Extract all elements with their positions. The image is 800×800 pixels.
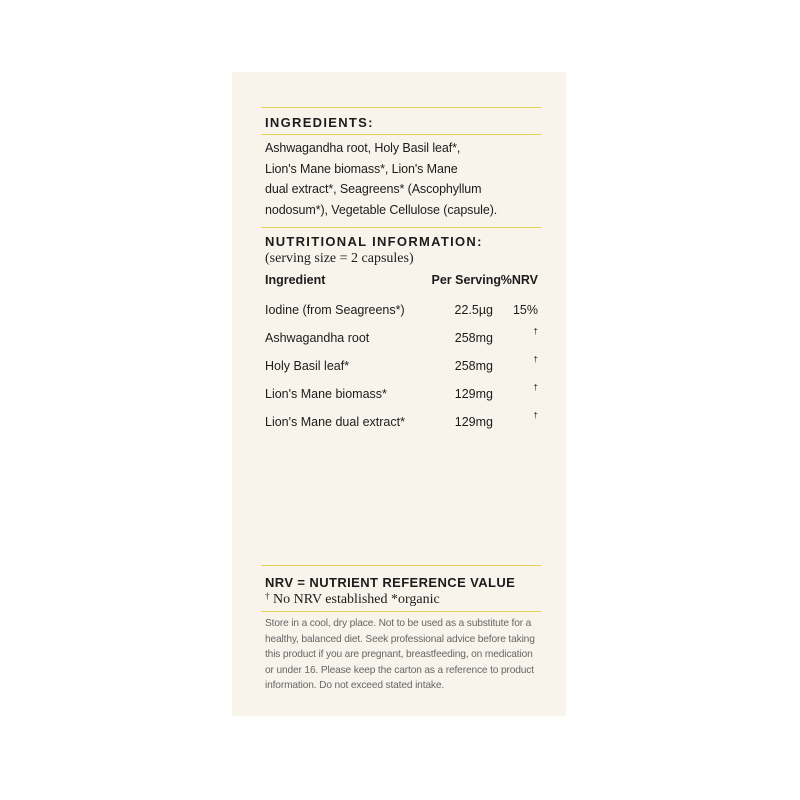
row-nrv: †	[533, 411, 538, 420]
table-row	[265, 411, 545, 443]
nrv-note	[265, 592, 545, 608]
column-header-ingredient: Ingredient	[265, 273, 326, 287]
row-ingredient: Iodine (from Seagreens*)	[265, 303, 405, 317]
nutrition-heading: NUTRITIONAL INFORMATION:	[265, 234, 483, 249]
nrv-note-text: No NRV established *organic	[273, 592, 440, 607]
dagger-symbol: †	[265, 591, 270, 601]
ingredients-line: nodosum*), Vegetable Cellulose (capsule).	[265, 202, 498, 217]
divider-nutrition	[261, 227, 541, 228]
nutrition-table	[265, 273, 545, 443]
row-ingredient: Holy Basil leaf*	[265, 359, 350, 373]
row-nrv: †	[533, 383, 538, 392]
row-nrv: †	[533, 355, 538, 364]
storage-line: Store in a cool, dry place. Not to be used as a substitute for a	[265, 618, 532, 629]
row-per-serving: 258mg	[454, 359, 493, 373]
row-ingredient: Ashwagandha root	[265, 331, 370, 345]
divider-top	[261, 107, 541, 108]
ingredients-heading: INGREDIENTS:	[265, 115, 374, 130]
serving-size: (serving size = 2 capsules)	[265, 251, 414, 266]
column-header-nrv: %NRV	[500, 273, 538, 287]
divider-ingredients	[261, 134, 541, 135]
divider-storage	[261, 611, 541, 612]
row-nrv: 15%	[512, 303, 538, 317]
storage-line: or under 16. Please keep the carton as a reference to product	[265, 664, 534, 676]
storage-line: healthy, balanced diet. Seek professional advice before taking	[265, 633, 535, 645]
storage-line: this product if you are pregnant, breastfeeding, on medication	[265, 649, 533, 660]
row-nrv: †	[533, 327, 538, 336]
divider-nrv	[261, 565, 541, 566]
row-per-serving: 22.5µg	[454, 303, 493, 317]
table-header	[265, 273, 545, 299]
row-ingredient: Lion's Mane dual extract*	[265, 415, 405, 429]
ingredients-list	[265, 138, 545, 220]
ingredients-line: Lion's Mane biomass*, Lion's Mane	[265, 161, 458, 176]
storage-line: information. Do not exceed stated intake.	[265, 680, 445, 691]
row-per-serving: 258mg	[454, 331, 493, 345]
nrv-heading: NRV = NUTRIENT REFERENCE VALUE	[265, 575, 516, 590]
row-per-serving: 129mg	[454, 387, 493, 401]
row-per-serving: 129mg	[454, 415, 493, 429]
ingredients-line: Ashwagandha root, Holy Basil leaf*,	[265, 141, 461, 155]
storage-advice	[265, 616, 545, 694]
ingredients-line: dual extract*, Seagreens* (Ascophyllum	[265, 182, 482, 196]
column-header-per-serving: Per Serving	[431, 273, 501, 287]
row-ingredient: Lion's Mane biomass*	[265, 387, 387, 401]
